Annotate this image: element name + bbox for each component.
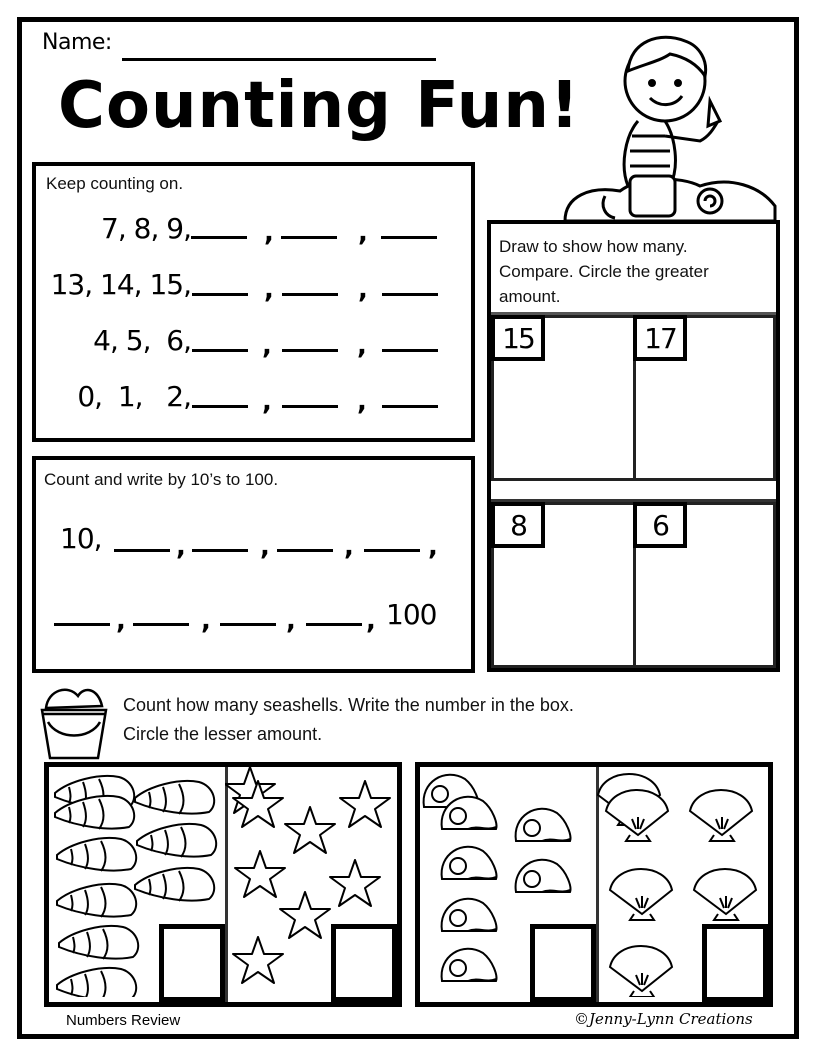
answer-blank[interactable] (192, 349, 248, 352)
answer-box[interactable] (530, 924, 596, 1002)
seashell-instruction-line1: Count how many seashells. Write the number in the box. (123, 695, 574, 715)
comma: , (262, 387, 272, 417)
comma: , (264, 218, 274, 248)
name-field[interactable] (122, 58, 436, 61)
footer-title: Numbers Review (66, 1012, 181, 1029)
bucket-icon (38, 680, 110, 760)
comma: , (262, 331, 272, 361)
draw-area-left[interactable] (491, 315, 636, 481)
comma: , (428, 532, 438, 562)
answer-box[interactable] (159, 924, 225, 1002)
sequence-given: 7, 8, 9, (101, 212, 191, 245)
conch-cell (49, 767, 228, 1002)
seashell-instruction-line2: Circle the lesser amount. (123, 724, 323, 744)
answer-blank[interactable] (220, 623, 276, 626)
sequence-given: 13, 14, 15, (50, 268, 191, 301)
nautilus-cell (420, 767, 599, 1002)
draw-area-left[interactable] (491, 502, 636, 668)
comma: , (286, 606, 296, 636)
answer-blank[interactable] (191, 236, 247, 239)
keep-counting-section (32, 162, 475, 442)
row-spacer (491, 481, 776, 502)
answer-blank[interactable] (382, 349, 438, 352)
boy-sandcastle-image (560, 26, 790, 226)
sequence-given: 4, 5, 6, (93, 324, 191, 357)
answer-box[interactable] (331, 924, 397, 1002)
comma: , (358, 275, 368, 305)
comma: , (344, 532, 354, 562)
draw-area-right[interactable] (633, 502, 776, 668)
number-tab: 6 (633, 502, 687, 548)
name-label: Name: (42, 30, 112, 55)
answer-blank[interactable] (306, 623, 362, 626)
count-by-tens-instruction: Count and write by 10’s to 100. (44, 470, 279, 489)
answer-blank[interactable] (282, 349, 338, 352)
comma: , (201, 606, 211, 636)
comma: , (176, 532, 186, 562)
answer-blank[interactable] (282, 293, 338, 296)
answer-blank[interactable] (382, 293, 438, 296)
number-tab: 15 (491, 315, 545, 361)
sequence-given: 0, 1, 2, (77, 380, 191, 413)
answer-box[interactable] (702, 924, 768, 1002)
comma: , (264, 275, 274, 305)
page-title: Counting Fun! (58, 69, 581, 143)
answer-blank[interactable] (381, 236, 437, 239)
answer-blank[interactable] (192, 549, 248, 552)
comma: , (357, 387, 367, 417)
number-tab: 17 (633, 315, 687, 361)
starfish-cell (225, 767, 397, 1002)
comma: , (358, 218, 368, 248)
comma: , (357, 331, 367, 361)
compare-section (487, 220, 780, 672)
answer-blank[interactable] (192, 293, 248, 296)
keep-counting-instruction: Keep counting on. (46, 174, 184, 193)
answer-blank[interactable] (192, 405, 248, 408)
shell-group-2 (415, 762, 773, 1007)
answer-blank[interactable] (114, 549, 170, 552)
answer-blank[interactable] (133, 623, 189, 626)
comma: , (260, 532, 270, 562)
number-tab: 8 (491, 502, 545, 548)
comma: , (116, 606, 126, 636)
footer-credit: ©Jenny-Lynn Creations (574, 1010, 753, 1028)
answer-blank[interactable] (382, 405, 438, 408)
draw-area-right[interactable] (633, 315, 776, 481)
answer-blank[interactable] (277, 549, 333, 552)
answer-blank[interactable] (281, 236, 337, 239)
compare-instruction: Draw to show how many. Compare. Circle the greater amount. (499, 237, 709, 306)
answer-blank[interactable] (54, 623, 110, 626)
answer-blank[interactable] (282, 405, 338, 408)
comma: , (366, 606, 376, 636)
shell-group-1 (44, 762, 402, 1007)
answer-blank[interactable] (364, 549, 420, 552)
count-by-tens-section (32, 456, 475, 673)
tens-start: 10, (60, 522, 102, 555)
tens-end: 100 (386, 598, 437, 631)
scallop-cell (596, 767, 768, 1002)
